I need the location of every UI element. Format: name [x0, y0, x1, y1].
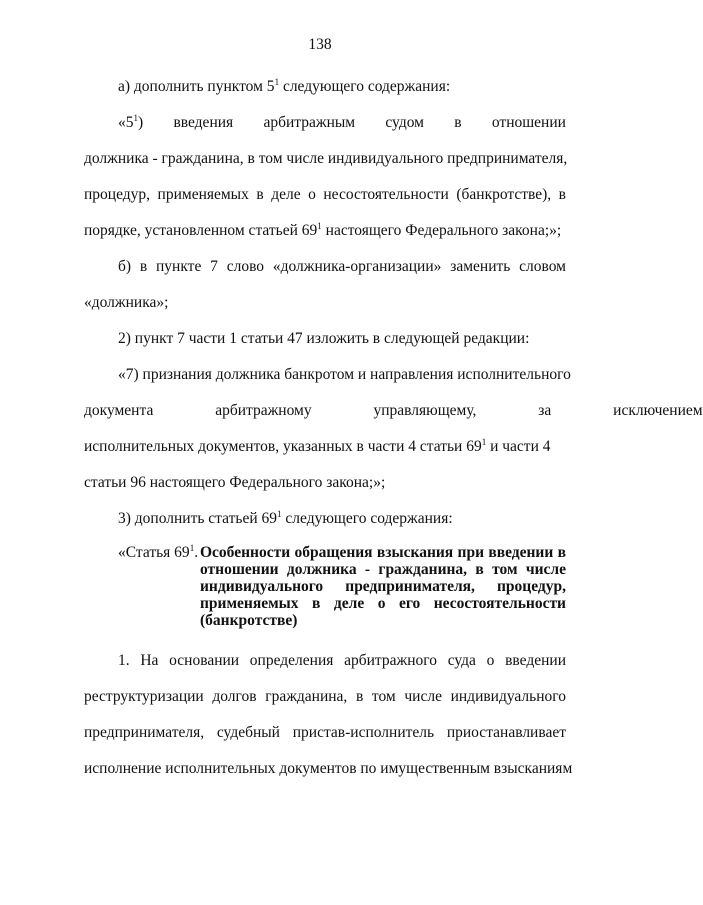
text-line: статьи 96 настоящего Федерального закона;»;: [84, 474, 386, 491]
article-title: Особенности обращения взыскания при введении в отношении должника - гражданина, в том числе индивидуального предпринимателя, процедур, применяемых в деле о его несостоятельности (банкротстве): [200, 544, 566, 629]
text-line: должника - гражданина, в том числе индивидуального предпринимателя,: [84, 150, 568, 167]
quoted-item-first-line: «$5^1$) введения арбитражным судом в отношении: [118, 112, 566, 131]
amendment-b-line: б) в пункте 7 слово «должника-организации» заменить словом: [118, 258, 566, 275]
text-line: «должника»;: [84, 294, 169, 311]
text-line: процедур, применяемых в деле о несостоятельности (банкротстве), в: [84, 186, 566, 203]
paragraph-1-line: 1. На основании определения арбитражного суда о введении: [118, 652, 566, 669]
text-line: реструктуризации долгов гражданина, в том числе индивидуального: [84, 688, 566, 705]
item-2-line: 2) пункт 7 части 1 статьи 47 изложить в следующей редакции:: [118, 330, 530, 347]
text-line: порядке, установленном статьей $69^1$ настоящего Федерального закона;»;: [84, 220, 562, 239]
text-line: исполнение исполнительных документов по имущественным взысканиям: [84, 760, 573, 777]
quoted-item-7-line: «7) признания должника банкротом и направления исполнительного: [118, 366, 571, 383]
text-line: предпринимателя, судебный пристав-исполнитель приостанавливает: [84, 724, 566, 741]
text-line: исполнительных документов, указанных в части 4 статьи $69^1$ и части 4: [84, 436, 551, 455]
text-line: документа арбитражному управляющему, за исключением: [84, 402, 703, 419]
page-number: 138: [308, 36, 332, 53]
item-3-line: 3) дополнить статьей $69^1$ следующего содержания:: [118, 508, 453, 527]
article-label: «Статья $69^1$.: [118, 542, 199, 561]
amendment-a-line: а) дополнить пунктом $5^1$ следующего содержания:: [118, 76, 451, 95]
